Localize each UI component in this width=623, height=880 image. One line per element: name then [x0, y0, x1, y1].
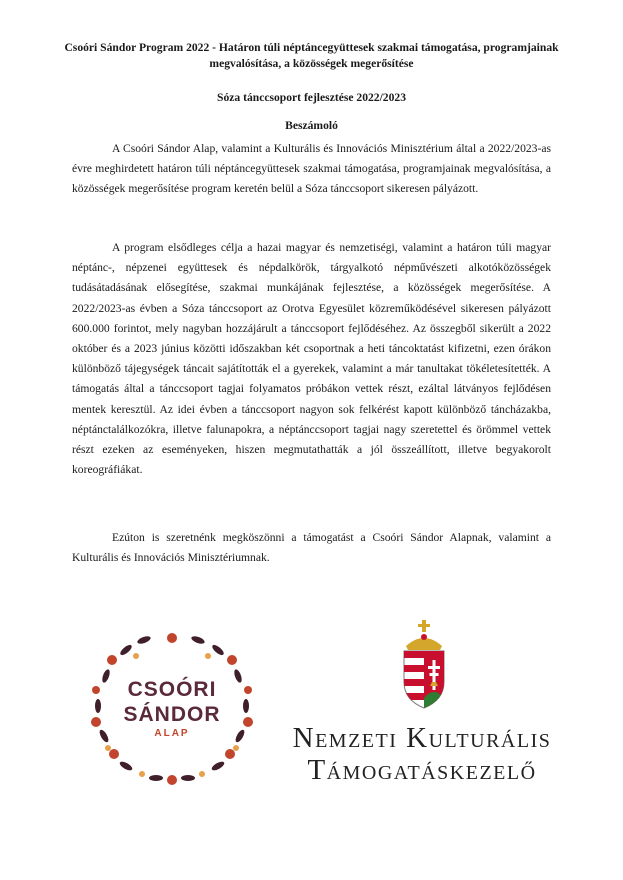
- document-subtitle: Sóza tánccsoport fejlesztése 2022/2023: [217, 91, 406, 104]
- nktk-name-line2: Támogatáskezelő: [307, 754, 537, 786]
- logo-text-sandor: SÁNDOR: [123, 703, 221, 726]
- nktk-name-line1: Nemzeti Kulturális: [292, 722, 552, 754]
- paragraph-thanks: Ezúton is szeretnénk megköszönni a támogatást a Csoóri Sándor Alapnak, valamint a Kulturális és Innovációs Minisztériumnak.: [72, 531, 551, 565]
- document-title: Csoóri Sándor Program 2022 - Határon túli néptáncegyüttesek szakmai támogatása, programjainak megvalósítása, a közösségek megerősítése: [64, 41, 559, 70]
- logo-text-alap: ALAP: [154, 728, 190, 739]
- hungarian-coat-of-arms-icon: [396, 620, 452, 710]
- paragraph-intro: A Csoóri Sándor Alap, valamint a Kulturális és Innovációs Minisztérium által a 2022/2023-as évre meghirdetett határon túli néptáncegyüttesek szakmai támogatása, programjainak megvalósítása, a közösségek megerősítése program keretén belül a Sóza tánccsoport sikeresen pályázott.: [72, 142, 551, 196]
- document-label: Beszámoló: [285, 119, 338, 132]
- paragraph-main: A program elsődleges célja a hazai magyar és nemzetiségi, valamint a határon túli magyar néptánc-, népzenei együttesek és népdalkörök, tárgyalkotó népművészeti alkotóközösségek tudásátadásának elősegítése, szakmai munkájának fejlesztése, a közösségek megerősítése. A 2022/2023-as évben a Sóza tánccsoport az Orotva Egyesület közreműködésével sikeresen pályázott 600.000 forintot, mely nagyban hozzájárult a tánccsoport fejlődéséhez. Az összegből sikerült a 2022 október és a 2023 június közötti időszakban két csoportnak a heti táncoktatást kifizetni, ezen órákon különböző tájegységek táncait sajátították el a gyerekek, valamint a már tanultakat tökéletesítették. A támogatás által a tánccsoport tagjai folyamatos próbákon vettek részt, ezáltal látványos fejlődésen mentek keresztül. Az idei évben a tánccsoport nagyon sok felkérést kapott különböző táncházakba, néptánctalálkozókra, illetve falunapokra, a néptánccsoport tagjai nagy szeretettel és örömmel vettek részt ezeken az eseményeken, hiszen megmutathatták a jól összeállított, illetve begyakorolt koreográfiákat.: [72, 241, 551, 477]
- logo-text-csoori: CSOÓRI: [127, 678, 217, 701]
- csoori-sandor-alap-logo: [86, 628, 258, 786]
